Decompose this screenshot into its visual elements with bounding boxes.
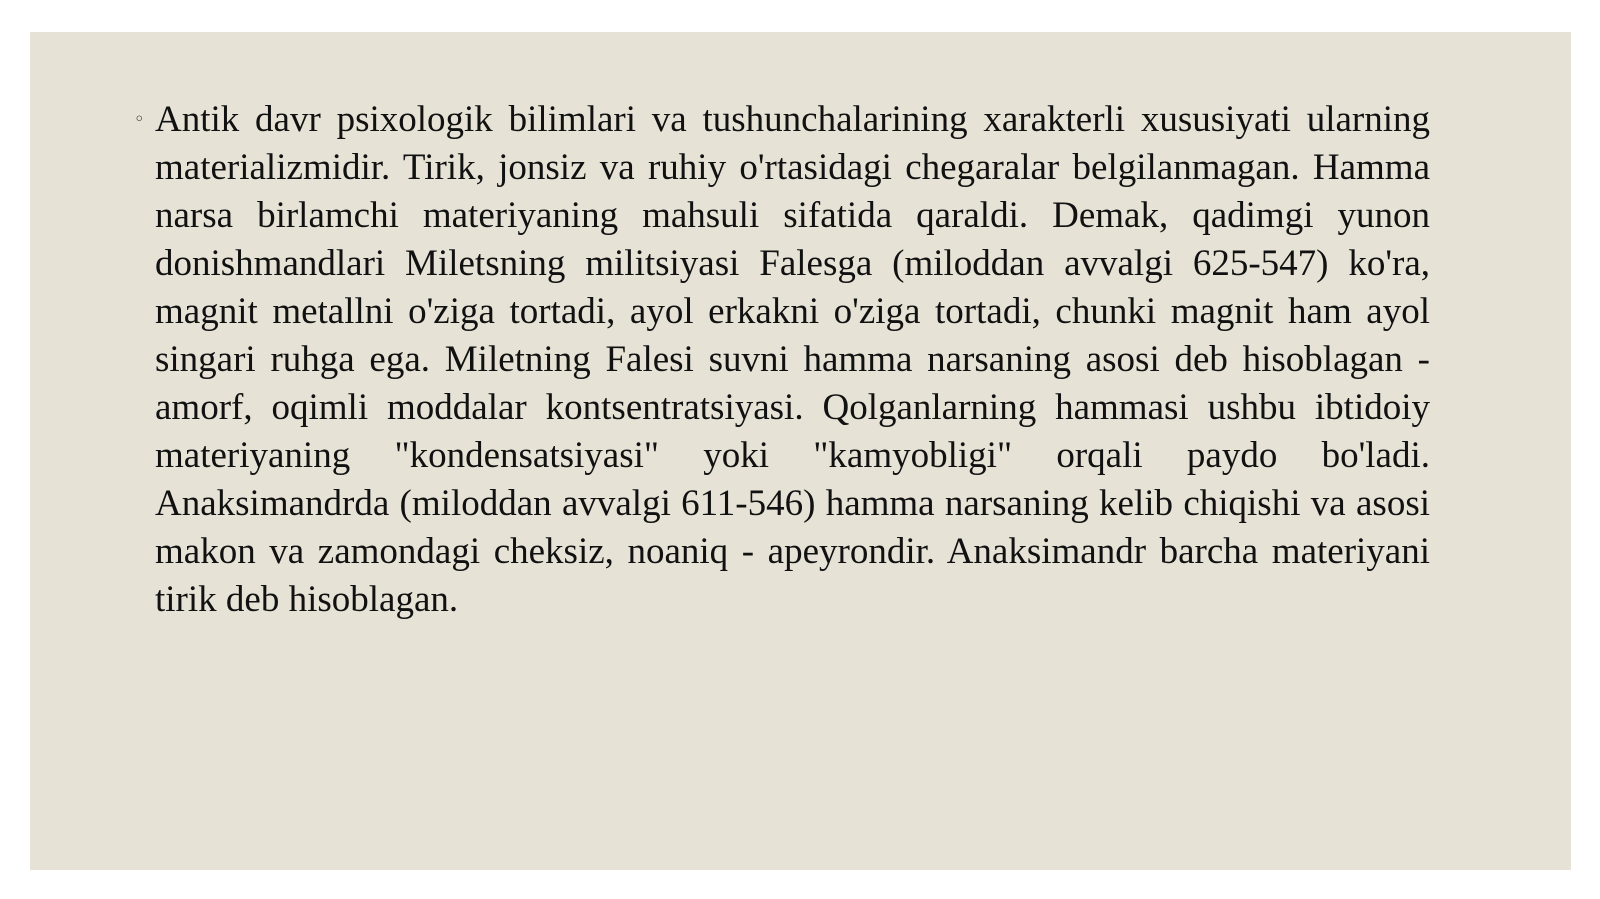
bullet-item (134, 96, 1430, 624)
bullet-text: Antik davr psixologik bilimlari va tushunchalarining xarakterli xususiyati ularning materializmidir. Tirik, jonsiz va ruhiy o'rtasidagi chegaralar belgilanmagan. Hamma narsa birlamchi materiyaning mahsuli sifatida qaraldi. Demak, qadimgi yunon donishmandlari Miletsning militsiyasi Falesga (miloddan avvalgi 625-547) ko'ra, magnit metallni o'ziga tortadi, ayol erkakni o'ziga tortadi, chunki magnit ham ayol singari ruhga ega. Miletning Falesi suvni hamma narsaning asosi deb hisoblagan - amorf, oqimli moddalar kontsentratsiyasi. Qolganlarning hammasi ushbu ibtidoiy materiyaning "kondensatsiyasi" yoki "kamyobligi" orqali paydo bo'ladi. Anaksimandrda (miloddan avvalgi 611-546) hamma narsaning kelib chiqishi va asosi makon va zamondagi cheksiz, noaniq - apeyrondir. Anaksimandr barcha materiyani tirik deb hisoblagan. (155, 99, 1430, 620)
hollow-circle-bullet-icon: ◦ (134, 109, 145, 130)
slide (30, 32, 1571, 870)
